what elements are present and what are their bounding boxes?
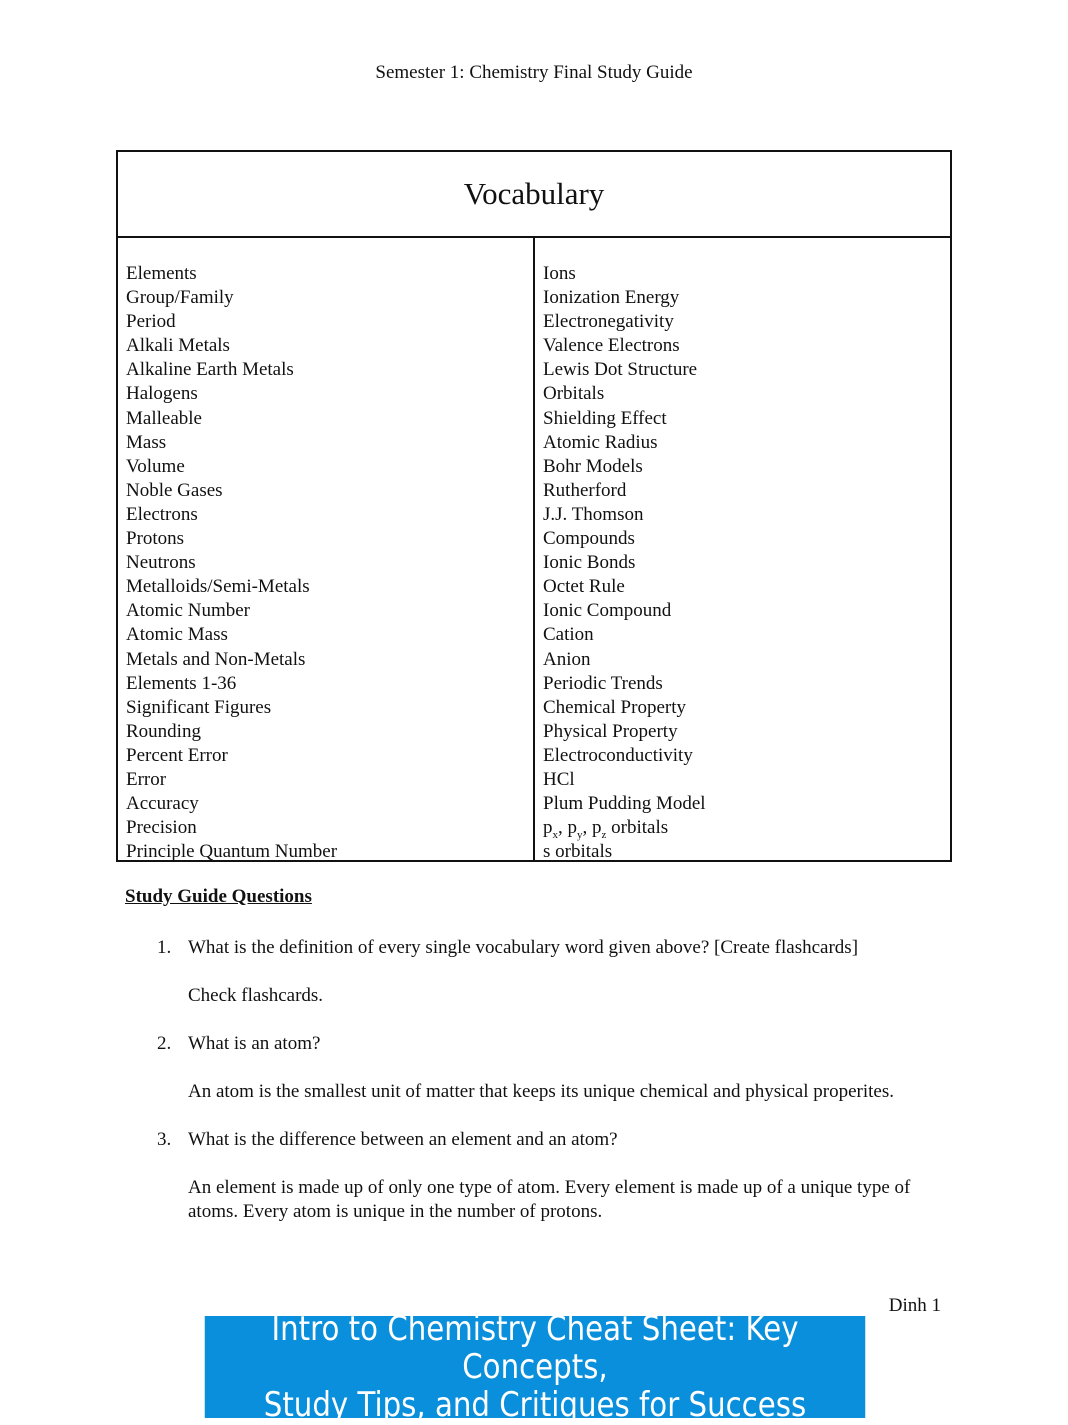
vocab-term: Precision (126, 817, 197, 839)
vocab-term-s-orbitals: s orbitals (543, 841, 613, 863)
vocab-term: Periodic Trends (543, 672, 663, 694)
vocab-term: Atomic Number (126, 600, 251, 622)
question-number: 1. (157, 937, 172, 958)
vocab-term: Ionization Energy (543, 287, 680, 309)
vocab-term: Protons (126, 528, 185, 550)
vocabulary-right-column (535, 238, 950, 863)
vocab-term: Chemical Property (543, 696, 686, 718)
vocab-term: Compounds (543, 528, 635, 550)
vocab-term: Valence Electrons (543, 335, 680, 357)
answer-text: An element is made up of only one type of atom. Every element is made up of a unique type of atoms. Every atom is unique in the number of protons. (188, 1177, 911, 1222)
question-text: What is the definition of every single vocabulary word given above? [Create flashcards] (188, 937, 859, 958)
vocab-term: Error (126, 768, 167, 790)
document-title: Semester 1: Chemistry Final Study Guide (375, 62, 693, 83)
vocab-term-p-orbitals: $p_x$, $p_y$, $p_z$ orbitals (543, 817, 669, 841)
vocab-term: Rounding (126, 720, 201, 742)
vocab-term: Group/Family (126, 287, 234, 309)
vocab-term: Mass (126, 431, 167, 453)
vocab-term: Ionic Compound (543, 600, 672, 622)
vocab-term: Metals and Non-Metals (126, 648, 306, 670)
vocab-term: Atomic Radius (543, 431, 658, 453)
answer-text: An atom is the smallest unit of matter that keeps its unique chemical and physical properites. (188, 1081, 894, 1102)
page-label: Dinh 1 (888, 1295, 941, 1316)
vocab-term: Percent Error (126, 744, 228, 766)
question-item (125, 1128, 945, 1224)
question-item (125, 1032, 945, 1104)
vocab-term: Metalloids/Semi-Metals (126, 576, 310, 598)
question-item (125, 936, 945, 1008)
vocabulary-left-column (118, 238, 535, 863)
vocab-term: Principle Quantum Number (126, 841, 338, 863)
vocab-term: Alkali Metals (126, 335, 230, 357)
vocab-term: Atomic Mass (126, 624, 228, 646)
title-banner (205, 1309, 865, 1425)
banner-line-1: Intro to Chemistry Cheat Sheet: Key Concepts, (271, 1309, 799, 1387)
vocab-term: Shielding Effect (543, 407, 667, 429)
question-number: 2. (157, 1033, 172, 1054)
vocab-term: HCl (543, 768, 575, 790)
answer-text: Check flashcards. (188, 985, 324, 1006)
vocabulary-heading: Vocabulary (118, 152, 950, 238)
vocab-term: Accuracy (126, 793, 199, 815)
vocab-term: Neutrons (126, 552, 196, 574)
vocab-term: Rutherford (543, 479, 627, 501)
study-guide-questions (125, 886, 945, 1224)
vocab-term: Bohr Models (543, 455, 643, 477)
vocab-term: Plum Pudding Model (543, 793, 706, 815)
vocab-term: Ions (543, 263, 576, 284)
vocab-term: Malleable (126, 407, 202, 429)
vocab-term: Octet Rule (543, 576, 625, 598)
banner-line-2: Study Tips, and Critiques for Success (263, 1385, 807, 1425)
vocab-term: Electroconductivity (543, 744, 693, 766)
vocab-term: Alkaline Earth Metals (126, 359, 294, 381)
vocab-term: Cation (543, 624, 594, 646)
vocab-term: Lewis Dot Structure (543, 359, 698, 381)
question-text: What is an atom? (188, 1033, 321, 1054)
vocab-term: Anion (543, 648, 591, 670)
vocab-term: J.J. Thomson (543, 503, 644, 525)
vocab-term: Electrons (126, 503, 198, 525)
vocab-term: Period (126, 311, 176, 333)
vocab-term: Elements (126, 263, 197, 284)
vocab-term: Physical Property (543, 720, 678, 742)
questions-heading: Study Guide Questions (125, 886, 312, 907)
question-text: What is the difference between an element and an atom? (188, 1129, 618, 1150)
vocab-term: Ionic Bonds (543, 552, 636, 574)
vocab-term: Volume (126, 455, 185, 477)
question-number: 3. (157, 1129, 172, 1150)
vocab-term: Significant Figures (126, 696, 272, 718)
vocab-term: Orbitals (543, 383, 605, 405)
vocab-term: Halogens (126, 383, 198, 405)
vocab-term: Elements 1-36 (126, 672, 237, 694)
vocab-term: Noble Gases (126, 479, 223, 501)
vocabulary-table (116, 150, 952, 862)
vocab-term: Electronegativity (543, 311, 674, 333)
